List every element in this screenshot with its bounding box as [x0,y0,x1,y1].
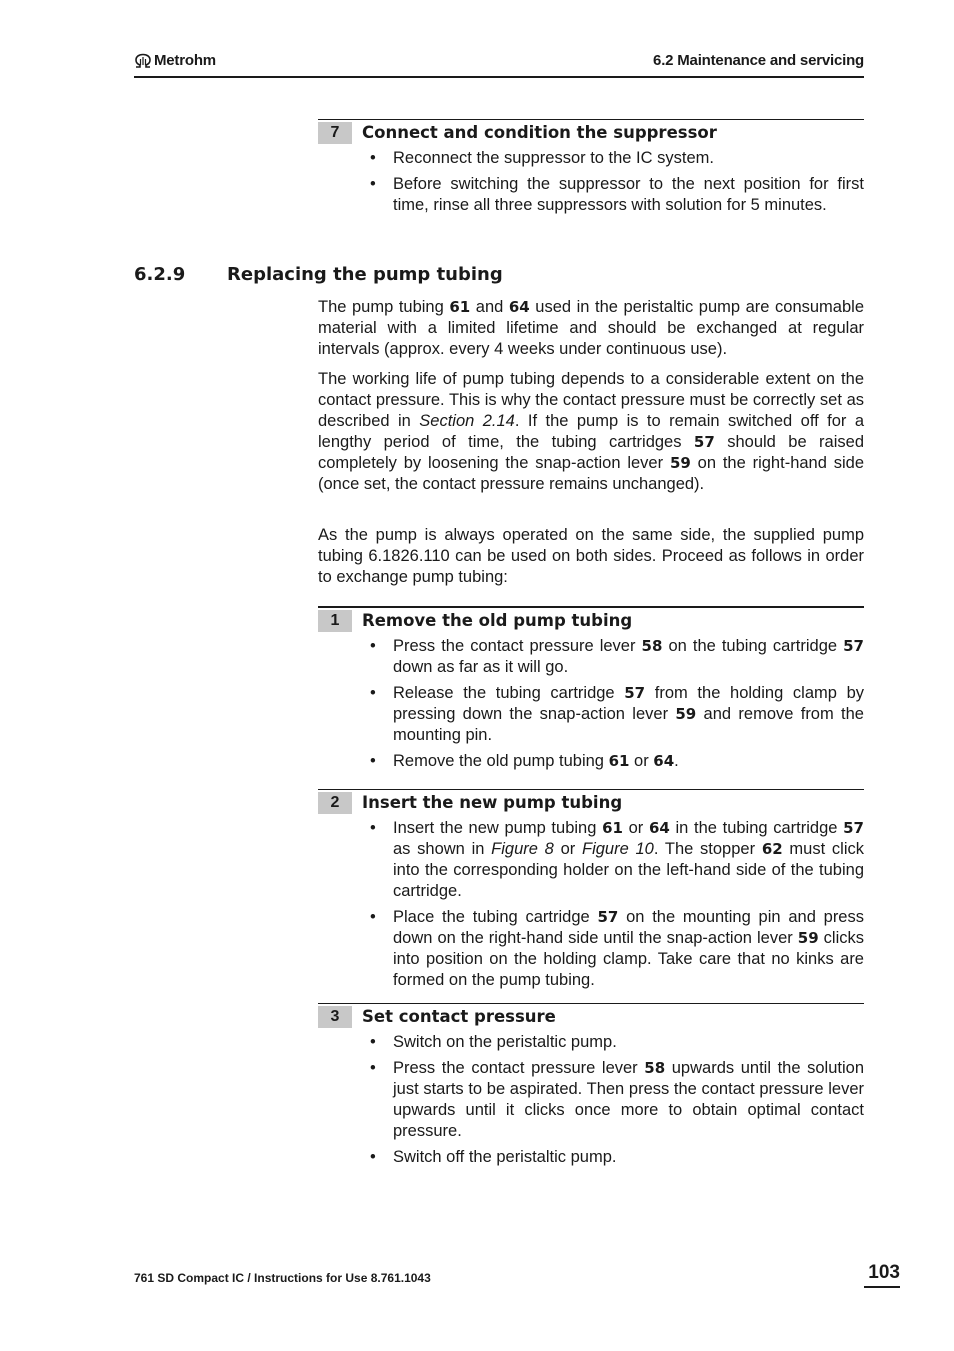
list-item: • Remove the old pump tubing 61 or 64. [370,752,679,770]
step-1-number: 1 [318,610,352,632]
bullet-icon: • [370,908,376,926]
step-2-title: Insert the new pump tubing [362,793,623,812]
bullet-icon: • [370,752,376,770]
bullet-icon: • [370,1033,376,1051]
list-item: • Reconnect the suppressor to the IC system. [370,149,714,167]
paragraph-2: The working life of pump tubing depends to a considerable extent on the contact pressure. This is why the contact pressure must be correctly set as described in Section 2.14. If the pump is to remain switched off for a lengthy period of time, the tubing cartridges 57 should be raised completely by loosening the snap-action lever 59 on the right-hand side (once set, the contact pressure remains unchanged). [318,370,864,493]
section-title: Replacing the pump tubing [227,264,503,285]
step-7 [318,119,864,221]
list-item: • Release the tubing cartridge 57 from the holding clamp by pressing down the snap-action lever 59 and remove from the mounting pin. [370,684,864,744]
metrohm-logo [134,52,216,69]
step-3-number: 3 [318,1006,352,1028]
step-7-list [318,148,864,216]
step-7-header [318,119,864,146]
bullet-icon: • [370,637,376,655]
bullet-icon: • [370,175,376,193]
list-item: • Before switching the suppressor to the next position for first time, rinse all three suppressors with solution for 5 minutes. [370,175,864,214]
header-section-title: 6.2 Maintenance and servicing [653,52,864,69]
list-item: • Press the contact pressure lever 58 on the tubing cartridge 57 down as far as it will go. [370,637,864,676]
step-3 [318,1003,864,1173]
step-2-list [318,818,864,991]
step-7-number: 7 [318,122,352,144]
bullet-icon: • [370,684,376,702]
step-1-list [318,636,864,772]
step-1 [318,606,864,777]
omega-logo-icon [134,53,152,69]
step-3-list [318,1032,864,1168]
list-item: • Switch on the peristaltic pump. [370,1033,617,1051]
step-2 [318,789,864,996]
section-number: 6.2.9 [134,264,186,285]
list-item: • Switch off the peristaltic pump. [370,1148,617,1166]
step-7-title: Connect and condition the suppressor [362,123,717,142]
step-3-header [318,1003,864,1030]
page-number: 103 [864,1262,900,1288]
logo-text: Metrohm [154,52,216,69]
page-header [134,50,864,78]
list-item: • Insert the new pump tubing 61 or 64 in the tubing cartridge 57 as shown in Figure 8 or Figure 10. The stopper 62 must click into the corresponding holder on the left-hand side of the tubing cartridge. [370,819,864,900]
step-3-title: Set contact pressure [362,1007,556,1026]
bullet-icon: • [370,149,376,167]
section-heading [134,264,503,285]
paragraph-1: The pump tubing 61 and 64 used in the peristaltic pump are consumable material with a limited lifetime and should be exchanged at regular intervals (approx. every 4 weeks under continuous use). [318,298,864,358]
list-item: • Press the contact pressure lever 58 upwards until the solution just starts to be aspirated. Then press the contact pressure lever upwards until it clicks once more to obtain optimal contact pressure. [370,1059,864,1140]
footer-document-id: 761 SD Compact IC / Instructions for Use 8.761.1043 [134,1271,431,1285]
paragraph-3: As the pump is always operated on the same side, the supplied pump tubing 6.1826.110 can be used on both sides. Proceed as follows in order to exchange pump tubing: [318,526,864,586]
step-2-number: 2 [318,792,352,814]
bullet-icon: • [370,1148,376,1166]
list-item: • Place the tubing cartridge 57 on the mounting pin and press down on the right-hand side until the snap-action lever 59 clicks into position on the holding clamp. Take care that no kinks are formed on the pump tubing. [370,908,864,989]
bullet-icon: • [370,1059,376,1077]
bullet-icon: • [370,819,376,837]
step-1-title: Remove the old pump tubing [362,611,633,630]
step-2-header [318,789,864,816]
step-1-header [318,606,864,634]
